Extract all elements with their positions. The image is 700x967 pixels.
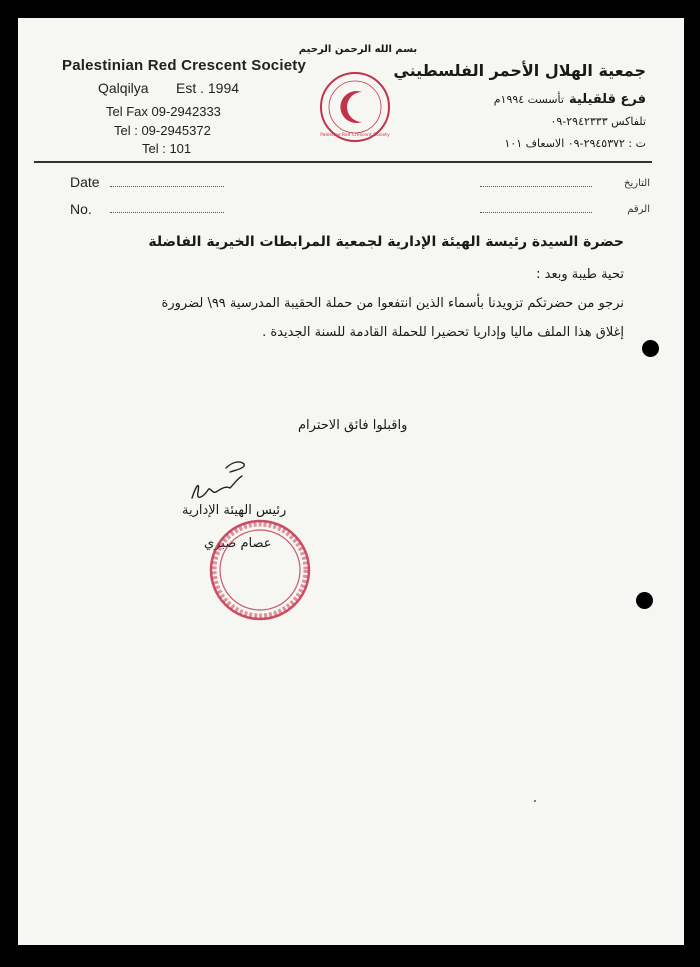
org-name-english: Palestinian Red Crescent Society [62,57,306,74]
date-label: Date [70,174,100,190]
number-dotted-line [110,212,224,213]
official-stamp [208,518,312,622]
body-line-1: نرجو من حضرتكم تزويدنا بأسماء الذين انتفعوا من حملة الحقيبة المدرسية ٩٩\ لضرورة [161,296,624,311]
punch-hole-top [642,340,659,357]
greeting: تحية طيبة وبعد : [536,267,624,282]
org-name-arabic: جمعية الهلال الأحمر الفلسطيني [393,61,646,80]
date-label-arabic: التاريخ [624,178,650,189]
telfax-arabic: تلفاكس ٢٩٤٢٣٣٣-٠٩ [550,115,646,128]
handwritten-signature [186,456,250,506]
header-divider [34,161,652,163]
letter-sheet [18,18,684,945]
ar-date-dotted-line [480,186,592,187]
number-label: No. [70,201,92,217]
paper-speck [534,800,536,802]
established-arabic: تأسست ١٩٩٤م [493,93,564,106]
punch-hole-bottom [636,592,653,609]
branch-arabic: فرع قلقيلية [569,92,646,107]
number-label-arabic: الرقم [627,204,650,215]
branch-english: Qalqilya [98,80,149,96]
closing: واقبلوا فائق الاحترام [298,418,408,433]
addressee: حضرة السيدة رئيسة الهيئة الإدارية لجمعية المرابطات الخيرية الفاضلة [148,234,624,250]
telfax-english: Tel Fax 09-2942333 [106,104,221,119]
branch-line-arabic [494,88,646,107]
logo-text: Palestine Red Crescent Society [320,133,390,138]
tel-english: Tel : 09-2945372 [114,123,211,138]
signer-name: عصام صبري [204,536,272,551]
bismillah: بسم الله الرحمن الرحيم [298,44,418,55]
signer-title: رئيس الهيئة الإدارية [182,503,287,518]
body-line-2: إغلاق هذا الملف ماليا وإداريا تحضيرا للحملة القادمة للسنة الجديدة . [262,325,624,340]
emergency-tel-english: Tel : 101 [142,141,192,156]
established-english: Est . 1994 [176,80,240,96]
ar-number-dotted-line [480,212,592,213]
red-crescent-logo [318,70,392,144]
tel-arabic: ت : ٢٩٤٥٣٧٢-٠٩ الاسعاف ١٠١ [504,137,646,150]
date-dotted-line [110,186,224,187]
